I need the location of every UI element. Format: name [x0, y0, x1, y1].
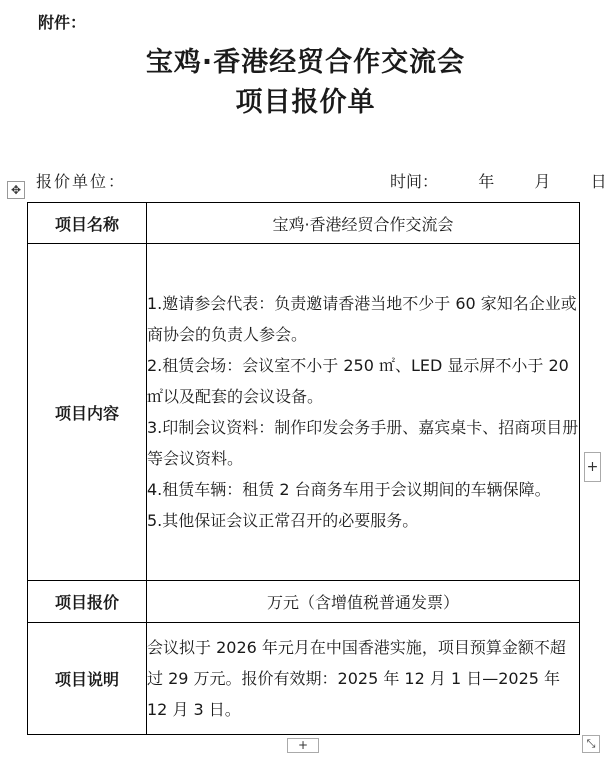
document-subtitle: 项目报价单: [235, 87, 376, 118]
table-row: [28, 203, 580, 244]
document-title: 宝鸡·香港经贸合作交流会: [145, 47, 466, 78]
project-price-value[interactable]: 万元（含增值税普通发票）: [147, 581, 580, 623]
table-row: [28, 623, 580, 735]
project-content-label: 项目内容: [28, 244, 147, 581]
project-note-label: 项目说明: [28, 623, 147, 735]
table-move-icon[interactable]: ✥: [7, 181, 25, 199]
quote-unit-label: 报价单位：: [36, 172, 127, 191]
content-item: 5.其他保证会议正常召开的必要服务。: [147, 511, 419, 530]
add-row-button[interactable]: +: [287, 738, 319, 753]
content-item: 3.印制会议资料：制作印发会务手册、嘉宾桌卡、招商项目册等会议资料。: [147, 418, 579, 468]
project-name-value[interactable]: 宝鸡·香港经贸合作交流会: [147, 203, 580, 244]
project-price-label: 项目报价: [28, 581, 147, 623]
table-row: [28, 244, 580, 581]
content-item: 2.租赁会场：会议室不小于 250 ㎡、LED 显示屏不小于 20 ㎡以及配套的会议设备。: [147, 356, 569, 406]
time-year: 年: [478, 172, 495, 191]
project-name-label: 项目名称: [28, 203, 147, 244]
time-day: 日: [590, 172, 607, 191]
quote-table: [27, 202, 580, 735]
time-line: [390, 169, 607, 192]
time-label: 时间：: [390, 172, 439, 191]
content-item: 4.租赁车辆：租赁 2 台商务车用于会议期间的车辆保障。: [147, 480, 551, 499]
content-item: 1.邀请参会代表：负责邀请香港当地不少于 60 家知名企业或商协会的负责人参会。: [147, 294, 577, 344]
add-column-button[interactable]: +: [584, 452, 601, 482]
table-resize-icon[interactable]: ⤡: [582, 735, 600, 753]
attachment-label: 附件：: [38, 13, 87, 32]
time-month: 月: [534, 172, 551, 191]
note-text: 会议拟于 2026 年元月在中国香港实施，项目预算金额不超过 29 万元。报价有效期：2025 年 12 月 1 日—2025 年 12 月 3 日。: [147, 638, 566, 719]
table-row: [28, 581, 580, 623]
project-content-value[interactable]: [147, 244, 580, 581]
project-note-value[interactable]: [147, 623, 580, 735]
